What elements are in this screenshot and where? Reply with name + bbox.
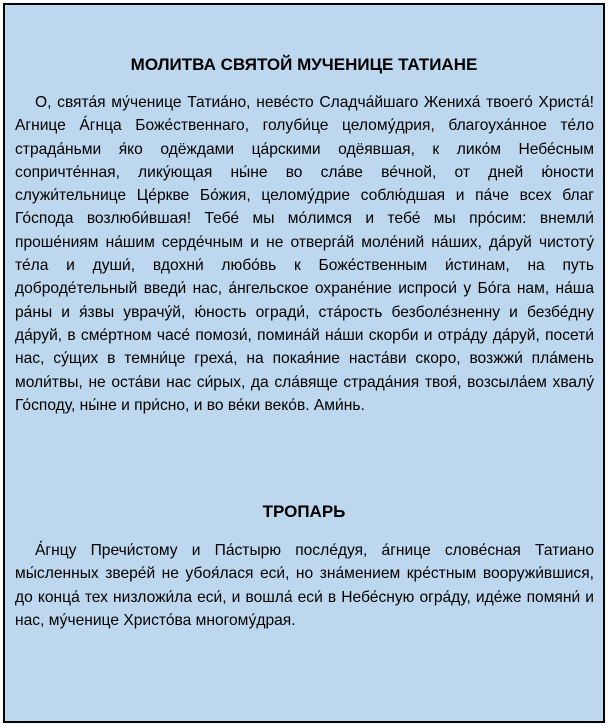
prayer-text: О, свята́я му́ченице Татиа́но, неве́сто Сладча́йшаго Жениха́ твоего́ Христа́! Агнице А́гнца Боже́ственнаго, голуби́це целому́дрия, благоуха́нное те́ло страда́ньми я́ко одёждами ца́рскими одёявшая, к лико́м Небе́сным сопричте́нная, лику́ющая ны́не во сла́ве ве́чной, от дней ю́ности служи́тельнице Це́ркве Бо́жия, целому́дрие соблю́дшая и па́че всех благ Го́спода возлюби́вшая! Тебе́ мы мо́лимся и тебе́ мы про́сим: внемли́ проше́ниям на́шим серде́чным и не отверга́й моле́ний на́ших, да́руй чистоту́ те́ла и души́, вдохни́ любо́вь к Боже́ственным и́стинам, на путь доброде́тельный введи́ нас, а́нгельское охране́ние испроси́ у Бо́га нам, на́ша ра́ны и я́звы уврачу́й, ю́ность огради́, ста́рость безболе́зненну и безбе́дну да́руй, в сме́ртном часе́ помози́, помина́й на́ши скорби и отра́ду да́руй, посети́ нас, су́щих в темни́це греха́, на покая́ние наста́ви скоро, возжжи́ пла́мень моли́твы, не оста́ви нас си́рых, да сла́вяще страда́ния твоя́, возсыла́ем хвалу́ Го́споду, ны́не и при́сно, и во ве́ки веко́в. Ами́нь.	[15, 94, 594, 414]
prayer-title: МОЛИТВА СВЯТОЙ МУЧЕНИЦЕ ТАТИАНЕ	[130, 55, 478, 74]
troparion-title: ТРОПАРЬ	[262, 502, 346, 521]
troparion-text: А́гнцу Пречи́стому и Па́стырю после́дуя, а́гнице слове́сная Татиано мы́сленных звере́й не убоя́лася еси́, но зна́мением кре́стным вооружи́вшися, до конца́ тех низложи́ла еси́, и вошла́ еси́ в Небе́сную огра́ду, иде́же помяни́ и нас, му́ченице Христо́ва многому́драя.	[15, 542, 594, 629]
prayer-panel	[3, 3, 605, 723]
